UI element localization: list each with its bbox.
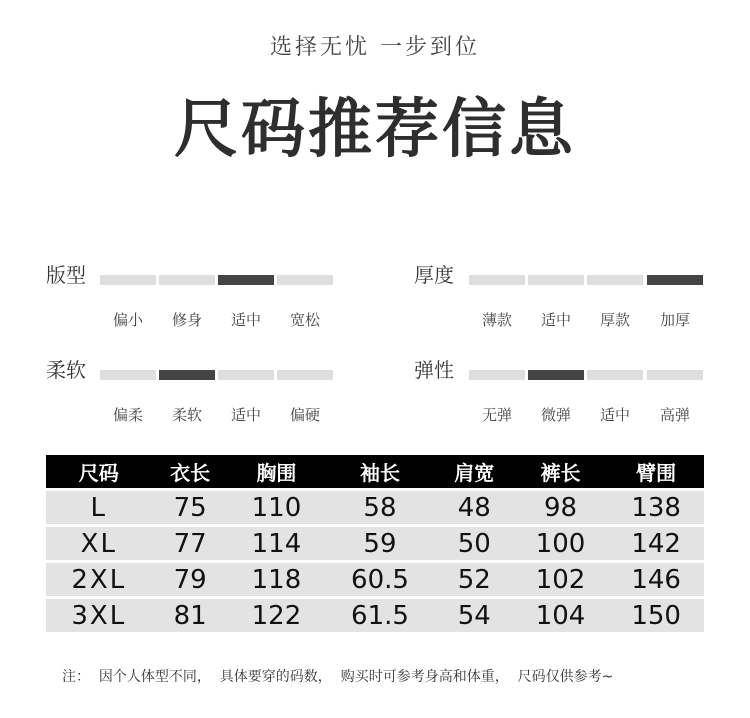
attribute-label: 厚度 xyxy=(414,263,454,287)
table-cell: 104 xyxy=(513,599,609,632)
table-cell: 142 xyxy=(608,527,704,560)
option-label: 柔软 xyxy=(171,406,202,424)
option-label: 高弹 xyxy=(659,406,690,424)
table-cell: 102 xyxy=(513,563,609,596)
level-bar-active xyxy=(647,275,703,285)
table-row xyxy=(46,527,704,560)
footnote: 注： 因个人体型不同， 具体要穿的码数， 购买时可参考身高和体重， 尺码仅供参考~ xyxy=(62,669,614,685)
option-label: 偏硬 xyxy=(289,406,320,424)
column-header: 袖长 xyxy=(324,455,435,488)
table-cell: 59 xyxy=(324,527,435,560)
column-header: 裤长 xyxy=(513,455,609,488)
table-cell: 48 xyxy=(436,491,513,524)
page-title: 尺码推荐信息 xyxy=(174,93,576,167)
column-header: 衣长 xyxy=(152,455,229,488)
level-bar xyxy=(100,275,156,285)
table-cell: 2XL xyxy=(46,563,152,596)
attribute-softness xyxy=(46,354,336,434)
table-cell: 54 xyxy=(436,599,513,632)
option-label: 偏柔 xyxy=(112,406,143,424)
table-cell: 61.5 xyxy=(324,599,435,632)
level-bar xyxy=(277,275,333,285)
table-header-row xyxy=(46,455,704,488)
level-bar-active xyxy=(159,370,215,380)
table-cell: 52 xyxy=(436,563,513,596)
attribute-elasticity xyxy=(414,354,704,434)
option-label: 适中 xyxy=(230,311,261,329)
level-bar xyxy=(218,370,274,380)
attribute-label: 版型 xyxy=(46,263,86,287)
column-header: 胸围 xyxy=(229,455,325,488)
table-cell: 100 xyxy=(513,527,609,560)
option-label: 厚款 xyxy=(599,311,630,329)
table-cell: 118 xyxy=(229,563,325,596)
attribute-fit xyxy=(46,259,336,339)
table-row xyxy=(46,599,704,632)
table-cell: 114 xyxy=(229,527,325,560)
level-bar xyxy=(647,370,703,380)
table-cell: 98 xyxy=(513,491,609,524)
level-bar xyxy=(277,370,333,380)
level-bar-active xyxy=(528,370,584,380)
table-cell: 81 xyxy=(152,599,229,632)
table-cell: 138 xyxy=(608,491,704,524)
table-cell: 122 xyxy=(229,599,325,632)
attribute-thickness xyxy=(414,259,704,339)
page-subtitle: 选择无忧 一步到位 xyxy=(270,35,480,60)
column-header: 臂围 xyxy=(608,455,704,488)
option-label: 微弹 xyxy=(540,406,571,424)
column-header: 肩宽 xyxy=(436,455,513,488)
attribute-label: 柔软 xyxy=(46,358,86,382)
table-cell: XL xyxy=(46,527,152,560)
option-label: 适中 xyxy=(540,311,571,329)
column-header: 尺码 xyxy=(46,455,152,488)
table-cell: 75 xyxy=(152,491,229,524)
level-bar xyxy=(587,370,643,380)
option-label: 薄款 xyxy=(481,311,512,329)
table-row xyxy=(46,563,704,596)
level-bar xyxy=(528,275,584,285)
table-cell: 150 xyxy=(608,599,704,632)
level-bar xyxy=(587,275,643,285)
table-cell: 110 xyxy=(229,491,325,524)
table-row xyxy=(46,491,704,524)
table-cell: 77 xyxy=(152,527,229,560)
option-label: 修身 xyxy=(171,311,202,329)
option-label: 偏小 xyxy=(112,311,143,329)
level-bar xyxy=(100,370,156,380)
option-label: 加厚 xyxy=(659,311,690,329)
attribute-label: 弹性 xyxy=(414,358,454,382)
table-cell: L xyxy=(46,491,152,524)
level-bar xyxy=(159,275,215,285)
table-cell: 58 xyxy=(324,491,435,524)
level-bar xyxy=(469,275,525,285)
option-label: 宽松 xyxy=(289,311,320,329)
table-cell: 79 xyxy=(152,563,229,596)
option-label: 无弹 xyxy=(481,406,512,424)
option-label: 适中 xyxy=(599,406,630,424)
table-cell: 3XL xyxy=(46,599,152,632)
level-bar xyxy=(469,370,525,380)
table-cell: 60.5 xyxy=(324,563,435,596)
option-label: 适中 xyxy=(230,406,261,424)
table-cell: 50 xyxy=(436,527,513,560)
table-cell: 146 xyxy=(608,563,704,596)
size-table xyxy=(46,452,704,635)
level-bar-active xyxy=(218,275,274,285)
